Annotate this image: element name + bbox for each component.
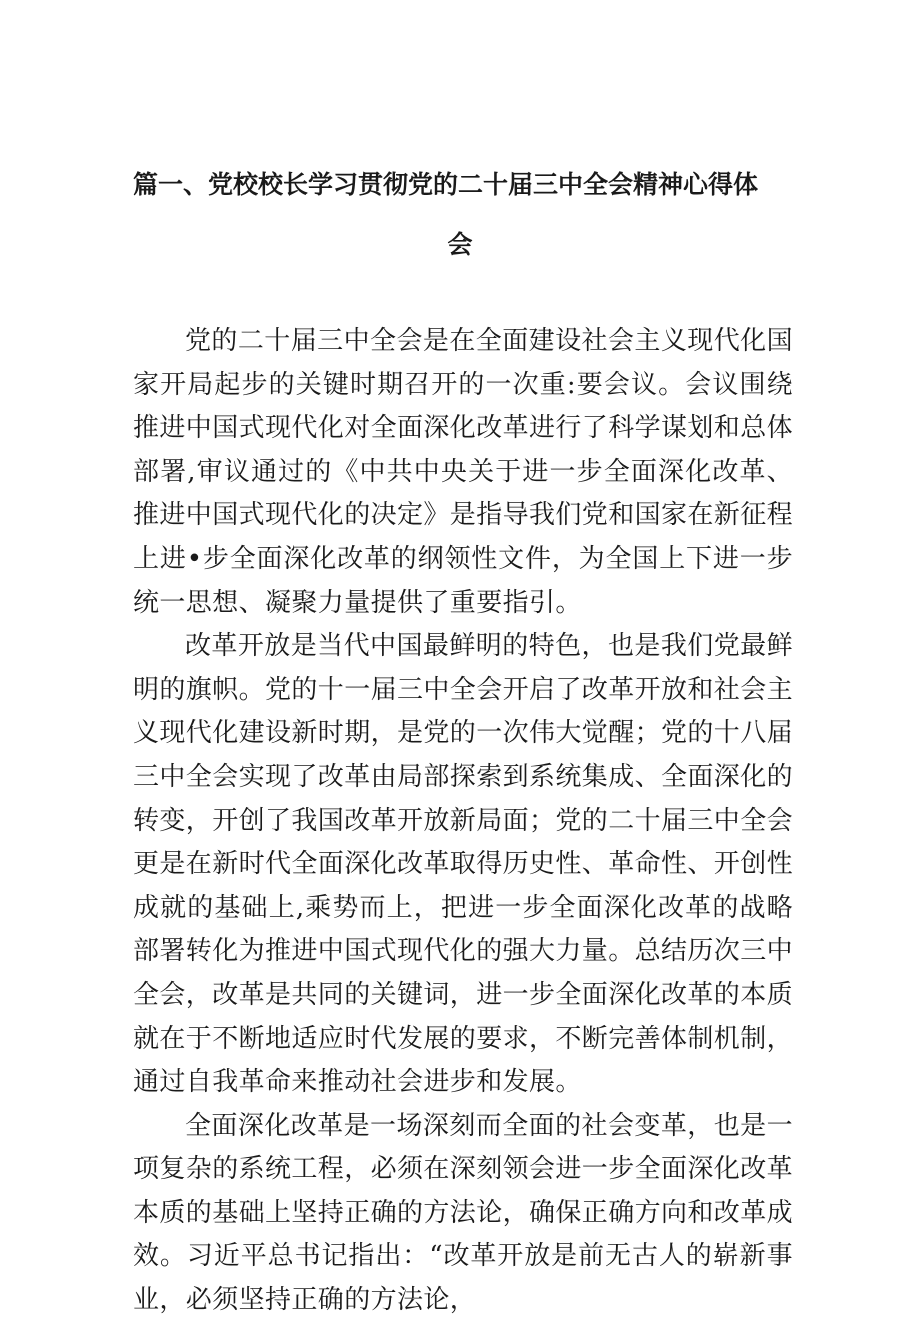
paragraph-2: 改革开放是当代中国最鲜明的特色，也是我们党最鲜明的旗帜。党的十一届三中全会开启了改革开放和社会主义现代化建设新时期，是党的一次伟大觉醒；党的十八届三中全会实现了改革由局部探索到系统集成、全面深化的转变，开创了我国改革开放新局面；党的二十届三中全会更是在新时代全面深化改革取得历史性、革命性、开创性成就的基础上,乘势而上，把进一步全面深化改革的战略部署转化为推进中国式现代化的强大力量。总结历次三中全会，改革是共同的关键词，进一步全面深化改革的本质就在于不断地适应时代发展的要求，不断完善体制机制，通过自我革命来推动社会进步和发展。 [133,631,794,1098]
paragraph-1: 党的二十届三中全会是在全面建设社会主义现代化国家开局起步的关键时期召开的一次重:要会议。会议围绕推进中国式现代化对全面深化改革进行了科学谋划和总体部署,审议通过的《中共中央关于进一步全面深化改革、推进中国式现代化的决定》是指导我们党和国家在新征程上进•步全面深化改革的纲领性文件，为全国上下进一步统一思想、凝聚力量提供了重要指引。 [133,326,794,618]
document-title: 篇一、党校校长学习贯彻党的二十届三中全会精神心得体 [133,170,759,199]
document-body [133,320,793,1323]
document-title-continuation: 会 [447,230,473,259]
paragraph-3: 全面深化改革是一场深刻而全面的社会变革，也是一项复杂的系统工程，必须在深刻领会进一步全面深化改革本质的基础上坚持正确的方法论，确保正确方向和改革成效。习近平总书记指出：“改革开放是前无古人的崭新事业，必须坚持正确的方法论， [133,1110,794,1316]
